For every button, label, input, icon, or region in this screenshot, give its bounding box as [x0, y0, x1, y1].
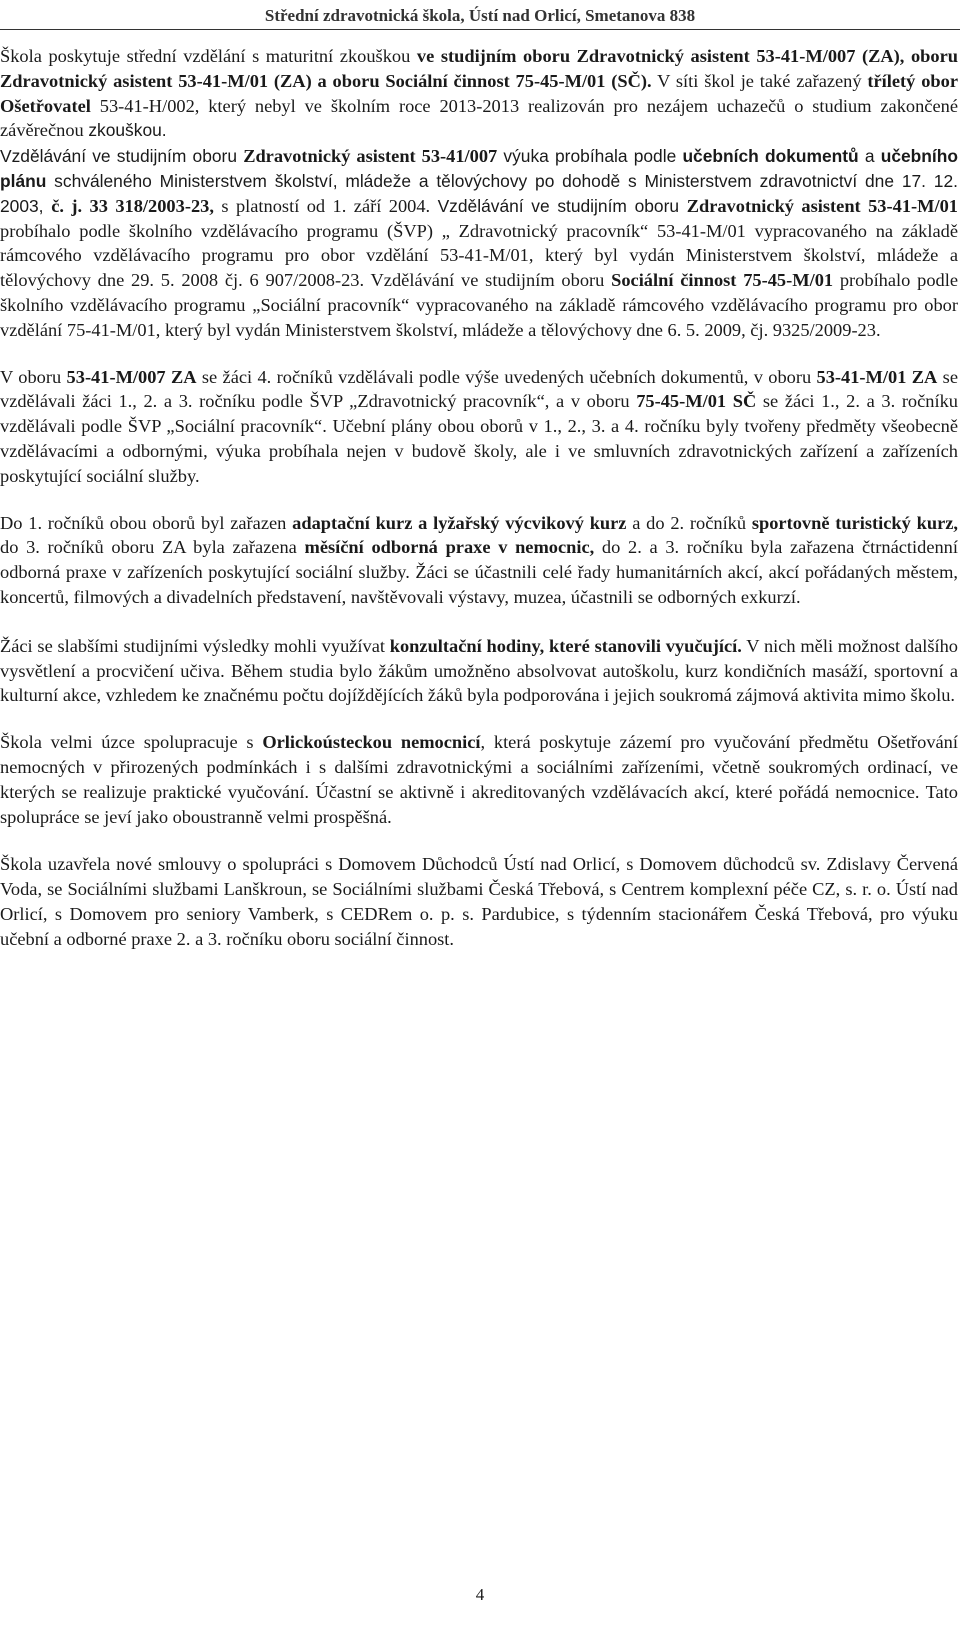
text-segment: , která poskytuje zázemí pro vyučování předmětu Ošetřování nemocných v přirozených podmínkách i s dalšími zdravotnickými a sociálními zařízeními, včetně soukromých ordinací, ve kterých se realizuje praktické vyučování. Účastní se aktivně i akreditovaných vzdělávacích akcí, které pořádá nemocnice. Tato spolupráce se jeví jako oboustranně velmi prospěšná. [0, 732, 958, 827]
text-segment: výuka probíhala podle [497, 146, 683, 167]
paragraph-3 [0, 365, 958, 489]
bold-text-segment: Sociální činnost 75-45-M/01 [611, 270, 834, 291]
bold-text-segment: Zdravotnický asistent 53-41-M/01 [686, 195, 958, 216]
text-segment: V nich měli možnost dalšího vysvětlení a procvičení učiva. Během studia bylo žákům umožněno absolvovat autoškolu, kurz kondičních masáží, sportovní a kulturní akce, vzhledem ke značnému počtu dojíždějících žáků byla podporována i jejich soukromá zájmová aktivita mimo školu. [0, 635, 958, 706]
text-segment: se žáci 4. ročníků vzdělávali podle výše uvedených učebních dokumentů, v oboru [196, 366, 817, 387]
paragraph-2 [0, 144, 958, 342]
text-segment: 53-41-H/002, který nebyl ve školním roce 2013-2013 realizován pro nezájem uchazečů o studium zakončené závěrečnou [0, 95, 958, 141]
text-segment: Škola velmi úzce spolupracuje s [0, 732, 263, 753]
bold-text-segment: konzultační hodiny, které stanovili vyučující. [389, 635, 742, 656]
bold-text-segment: Orlickoústeckou nemocnicí [262, 732, 481, 753]
text-segment: probíhalo podle školního vzdělávacího programu (ŠVP) „ Zdravotnický pracovník“ 53-41-M/01 vypracovaného na základě rámcového vzdělávacího programu pro obor vzdělání 53-41-M/01, který byl vydán Ministerstvem školství, mládeže a tělovýchovy dne 29. 5. 2008 čj. 6 907/2008-23. Vzdělávání ve studijním oboru [0, 220, 958, 291]
text-segment: schváleného Ministerstvem školství, mládeže a tělovýchovy po dohodě s Ministerstvem zdravotnictví dne 17. 12. 2003, [0, 170, 958, 216]
bold-text-segment: učebních dokumentů [682, 146, 859, 167]
text-segment: a do 2. ročníků [626, 512, 752, 533]
bold-text-segment: sportovně turistický kurz, [751, 512, 959, 533]
text-segment: Do 1. ročníků obou oborů byl zařazen [0, 512, 293, 533]
paragraph-1 [0, 44, 958, 143]
bold-text-segment: 53-41-M/007 ZA [66, 366, 197, 387]
bold-text-segment: učebního plánu [0, 146, 958, 191]
bold-text-segment: adaptační kurz a lyžařský výcvikový kurz [292, 512, 627, 533]
paragraph-6 [0, 730, 958, 829]
bold-text-segment: č. j. [51, 195, 90, 216]
page-number: 4 [475, 1585, 485, 1604]
text-segment: Vzdělávání ve studijním oboru [0, 146, 244, 167]
paragraph-7 [0, 852, 958, 951]
bold-text-segment: (ZA), oboru Zdravotnický asistent 53-41-M/01 (ZA) a oboru Sociální činnost 75-45-M/01 (SČ). [0, 46, 958, 91]
paragraph-4 [0, 511, 958, 610]
header-divider [0, 29, 960, 30]
bold-text-segment: tříletý obor Ošetřovatel [0, 70, 958, 116]
document-body [0, 44, 958, 975]
text-segment: Škola poskytuje střední vzdělání s maturitní zkouškou [0, 46, 417, 66]
text-segment: se vzdělávali žáci 1., 2. a 3. ročníku podle ŠVP „Zdravotnický pracovník“, a v oboru [0, 366, 958, 412]
bold-text-segment: ve studijním oboru Zdravotnický asistent 53-41-M/007 [416, 46, 862, 66]
bold-text-segment: 33 318/2003-23, [89, 195, 214, 216]
paragraph-5 [0, 634, 958, 708]
text-segment: do 2. a 3. ročníku byla zařazena čtrnáctidenní odborná praxe v zařízeních poskytující sociální služby. Žáci se účastnili celé řady humanitárních akcí, akcí pořádaných městem, koncertů, filmových a divadelních představení, navštěvovali výstavy, muzea, účastnili se odborných exkurzí. [0, 537, 958, 607]
text-segment: Žáci se slabšími studijními výsledky mohli využívat [0, 635, 390, 656]
page-header-title: Střední zdravotnická škola, Ústí nad Orlicí, Smetanova 838 [264, 6, 696, 25]
text-segment: Škola uzavřela nové smlouvy o spolupráci s Domovem Důchodců Ústí nad Orlicí, s Domovem důchodců sv. Zdislavy Červená Voda, se Sociálními službami Lanškroun, se Sociálními službami Česká Třebová, s Centrem komplexní péče CZ, s. r. o. Ústí nad Orlicí, s Domovem pro seniory Vamberk, s CEDRem o. p. s. Pardubice, s týdenním stacionářem Česká Třebová, pro výuku učební a odborné praxe 2. a 3. ročníku oboru sociální činnost. [0, 854, 958, 949]
text-segment: do 3. ročníků oboru ZA byla zařazena [0, 537, 305, 558]
bold-text-segment: měsíční odborná praxe v nemocnic, [304, 537, 595, 558]
text-segment: se žáci 1., 2. a 3. ročníku vzdělávali podle ŠVP „Sociální pracovník“. Učební plány obou oborů v 1., 2., 3. a 4. ročníku byly tvořeny předměty všeobecně vzdělávacími a odbornými, výuka probíhala nejen v budově školy, ale i ve smluvních zdravotnických zařízení a zařízeních poskytující sociální služby. [0, 391, 958, 486]
text-segment: a [858, 146, 881, 167]
text-segment: s platností od 1. září 2004. [213, 195, 438, 216]
text-segment: V síti škol je také zařazený [651, 70, 868, 91]
text-segment: V oboru [0, 366, 67, 387]
bold-text-segment: 53-41-M/01 ZA [816, 366, 938, 387]
text-segment: zkouškou. [88, 120, 167, 141]
text-segment: Vzdělávání ve studijním oboru [437, 195, 687, 216]
bold-text-segment: Zdravotnický asistent 53-41/007 [243, 146, 498, 167]
bold-text-segment: 75-45-M/01 SČ [636, 391, 757, 412]
text-segment: probíhalo podle školního vzdělávacího programu „Sociální pracovník“ vypracovaného na základě rámcového vzdělávacího programu pro obor vzdělání 75-41-M/01, který byl vydán Ministerstvem školství, mládeže a tělovýchovy dne 6. 5. 2009, čj. 9325/2009-23. [0, 270, 958, 340]
